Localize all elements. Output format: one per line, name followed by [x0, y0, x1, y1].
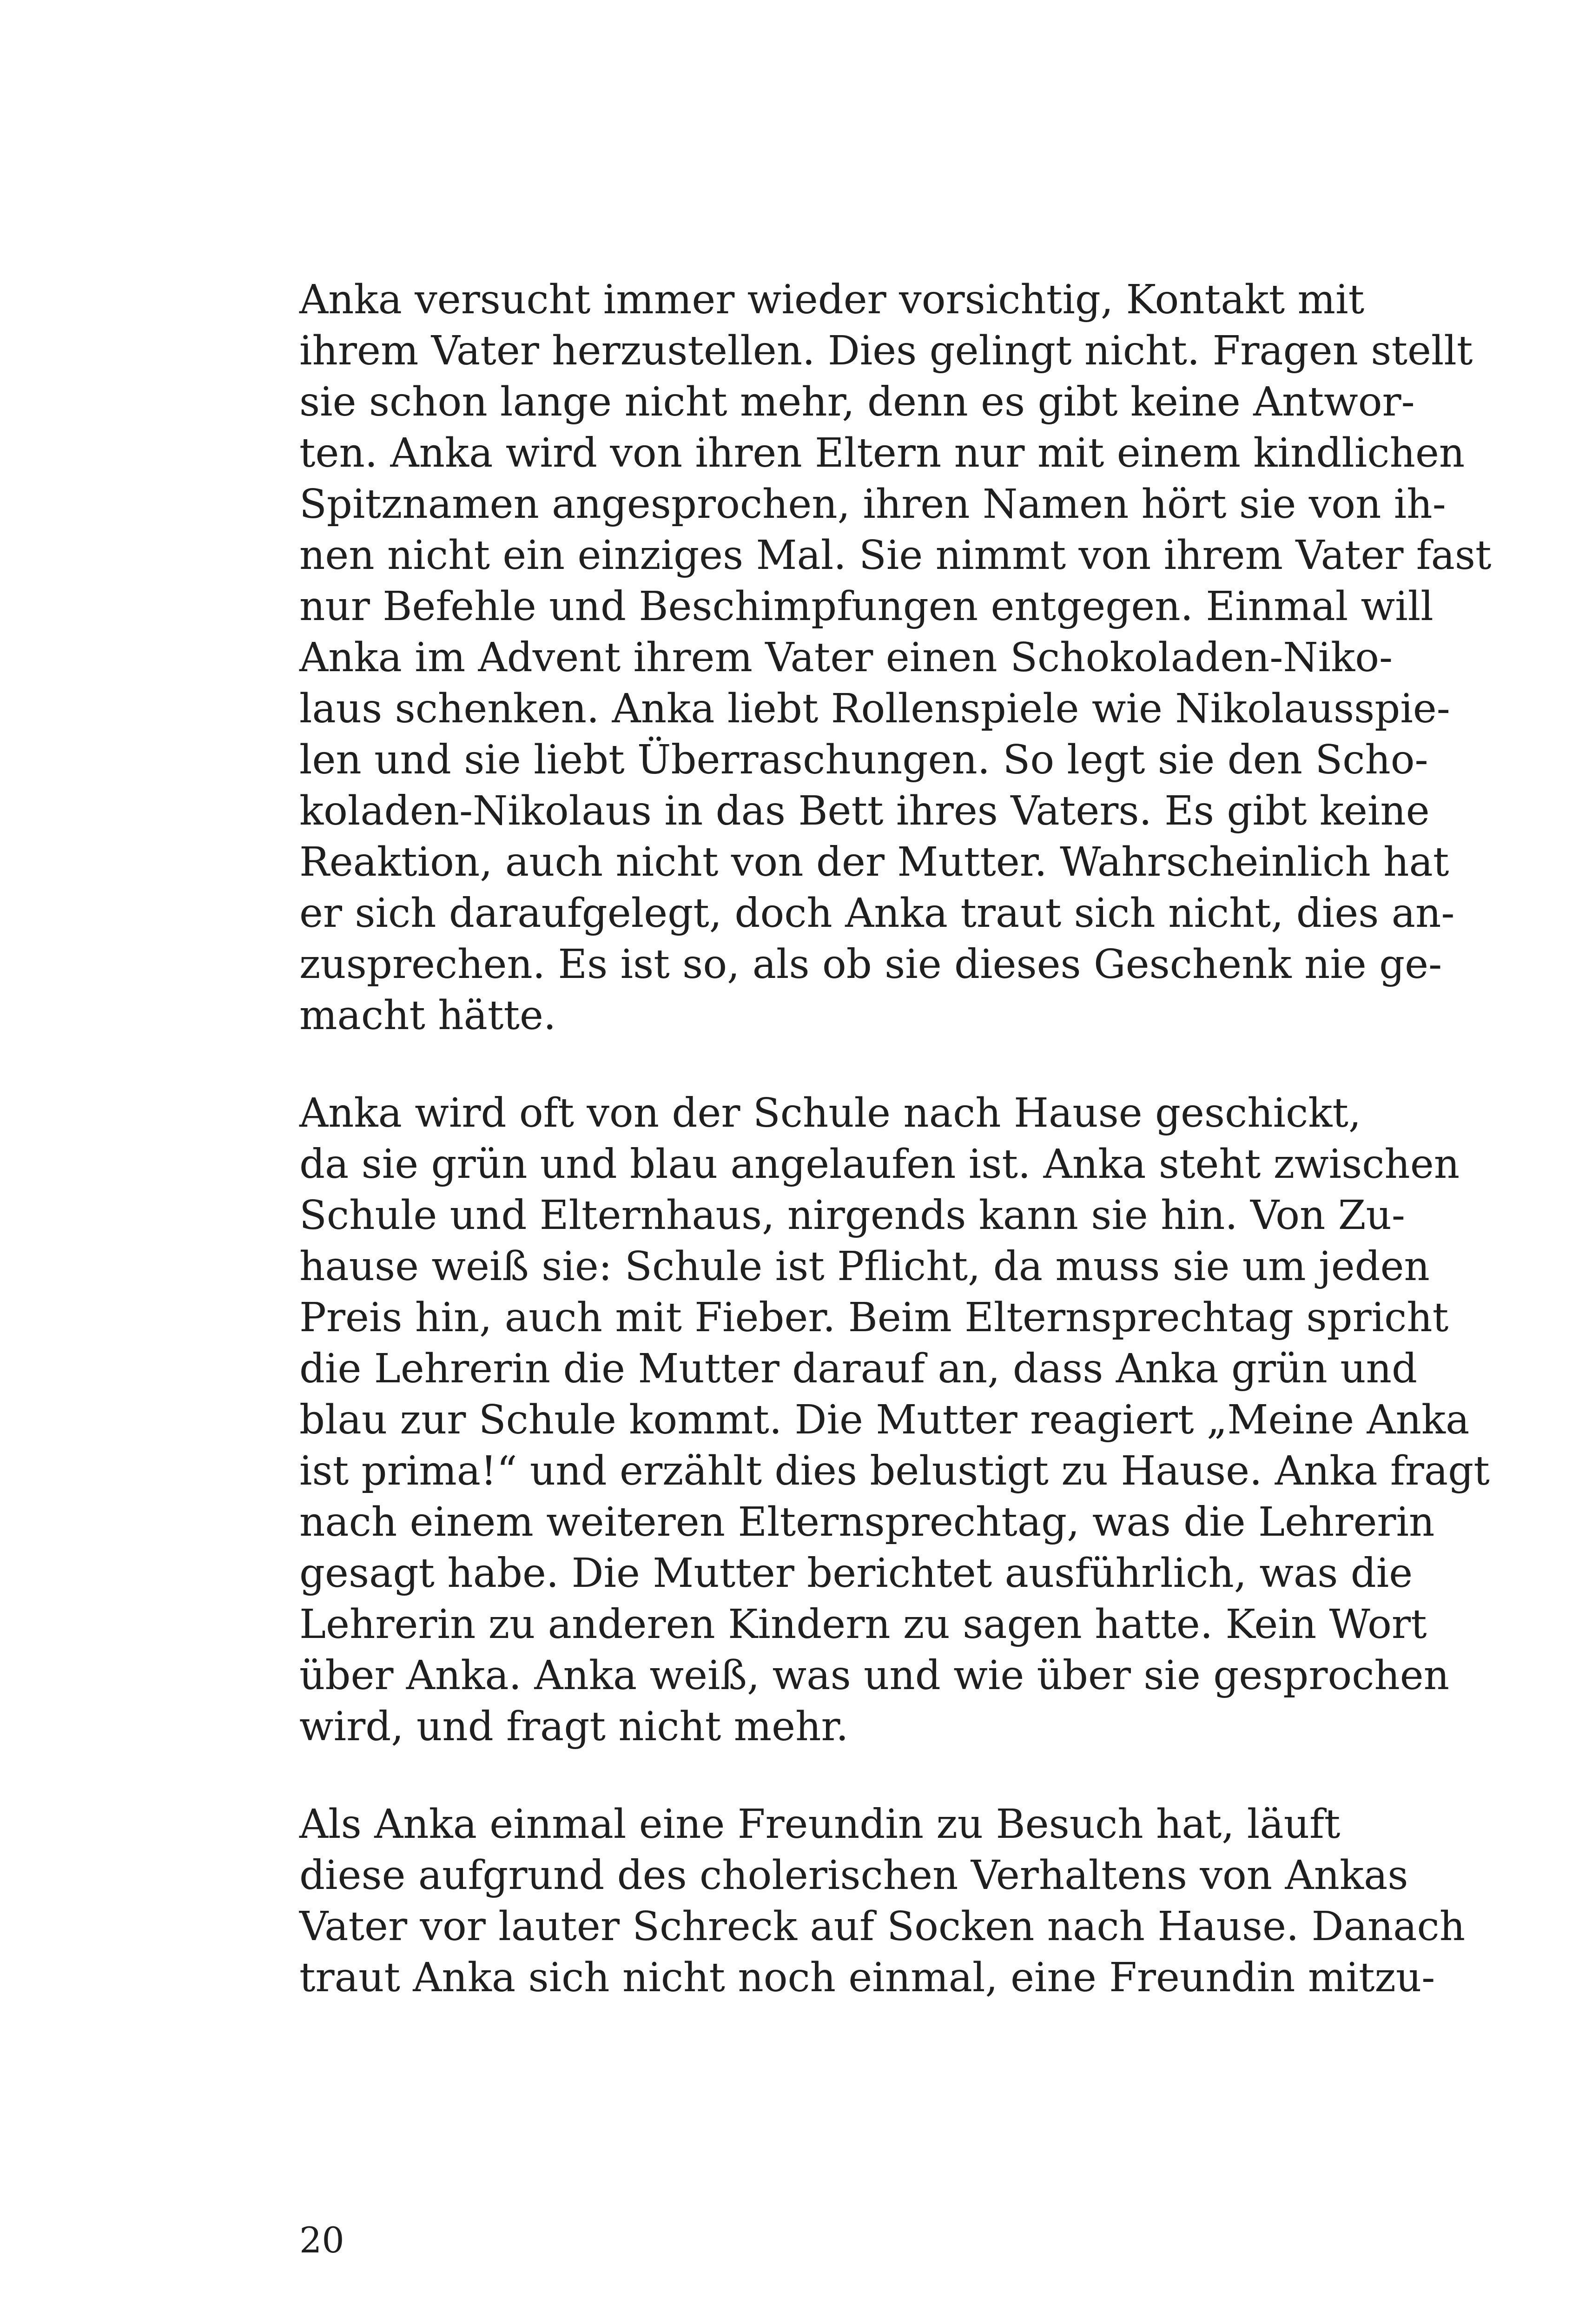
text-line: gesagt habe. Die Mutter berichtet ausführlich, was die: [299, 1550, 1413, 1597]
text-line: ihrem Vater herzustellen. Dies gelingt nicht. Fragen stellt: [299, 328, 1473, 374]
text-line: traut Anka sich nicht noch einmal, eine Freundin mitzu-: [299, 1954, 1435, 2001]
paragraph-3: [299, 1799, 1466, 2003]
text-line: er sich daraufgelegt, doch Anka traut sich nicht, dies an-: [299, 890, 1455, 937]
text-line: Lehrerin zu anderen Kindern zu sagen hatte. Kein Wort: [299, 1601, 1427, 1648]
text-line: hause weiß sie: Schule ist Pflicht, da muss sie um jeden: [299, 1243, 1430, 1290]
text-line: Vater vor lauter Schreck auf Socken nach Hause. Danach: [299, 1903, 1466, 1950]
text-line: diese aufgrund des cholerischen Verhaltens von Ankas: [299, 1852, 1408, 1899]
paragraph-1: [299, 274, 1492, 1041]
body-text: [299, 274, 1492, 2003]
text-line: zusprechen. Es ist so, als ob sie dieses Geschenk nie ge-: [299, 941, 1442, 988]
text-line: über Anka. Anka weiß, was und wie über sie gesprochen: [299, 1652, 1450, 1699]
paragraph-gap: [299, 1752, 1322, 1799]
text-line: ten. Anka wird von ihren Eltern nur mit einem kindlichen: [299, 430, 1465, 476]
text-line: sie schon lange nicht mehr, denn es gibt keine Antwor-: [299, 379, 1415, 425]
text-line: Schule und Elternhaus, nirgends kann sie hin. Von Zu-: [299, 1192, 1405, 1239]
paragraph-gap: [299, 1041, 1322, 1088]
text-line: Spitznamen angesprochen, ihren Namen hört sie von ih-: [299, 481, 1446, 528]
text-line: macht hätte.: [299, 992, 556, 1039]
text-line: ist prima!“ und erzählt dies belustigt zu Hause. Anka fragt: [299, 1448, 1490, 1494]
text-line: da sie grün und blau angelaufen ist. Anka steht zwischen: [299, 1141, 1460, 1188]
text-line: Anka versucht immer wieder vorsichtig, Kontakt mit: [299, 277, 1365, 323]
text-line: nen nicht ein einziges Mal. Sie nimmt von ihrem Vater fast: [299, 532, 1492, 579]
text-line: Anka im Advent ihrem Vater einen Schokoladen-Niko-: [299, 634, 1393, 681]
text-line: koladen-Nikolaus in das Bett ihres Vaters. Es gibt keine: [299, 788, 1430, 834]
text-line: nur Befehle und Beschimpfungen entgegen. Einmal will: [299, 583, 1433, 630]
text-line: laus schenken. Anka liebt Rollenspiele wie Nikolausspie-: [299, 686, 1450, 732]
text-line: Preis hin, auch mit Fieber. Beim Elternsprechtag spricht: [299, 1294, 1449, 1341]
text-line: Reaktion, auch nicht von der Mutter. Wahrscheinlich hat: [299, 839, 1449, 885]
text-line: blau zur Schule kommt. Die Mutter reagiert „Meine Anka: [299, 1397, 1470, 1443]
text-line: Als Anka einmal eine Freundin zu Besuch hat, läuft: [299, 1801, 1341, 1848]
text-line: len und sie liebt Überraschungen. So legt sie den Scho-: [299, 737, 1428, 783]
text-line: die Lehrerin die Mutter darauf an, dass Anka grün und: [299, 1346, 1418, 1392]
page-number: 20: [299, 2219, 344, 2261]
text-line: Anka wird oft von der Schule nach Hause geschickt,: [299, 1090, 1361, 1136]
paragraph-2: [299, 1088, 1490, 1752]
text-line: nach einem weiteren Elternsprechtag, was die Lehrerin: [299, 1499, 1435, 1545]
text-line: wird, und fragt nicht mehr.: [299, 1703, 849, 1750]
